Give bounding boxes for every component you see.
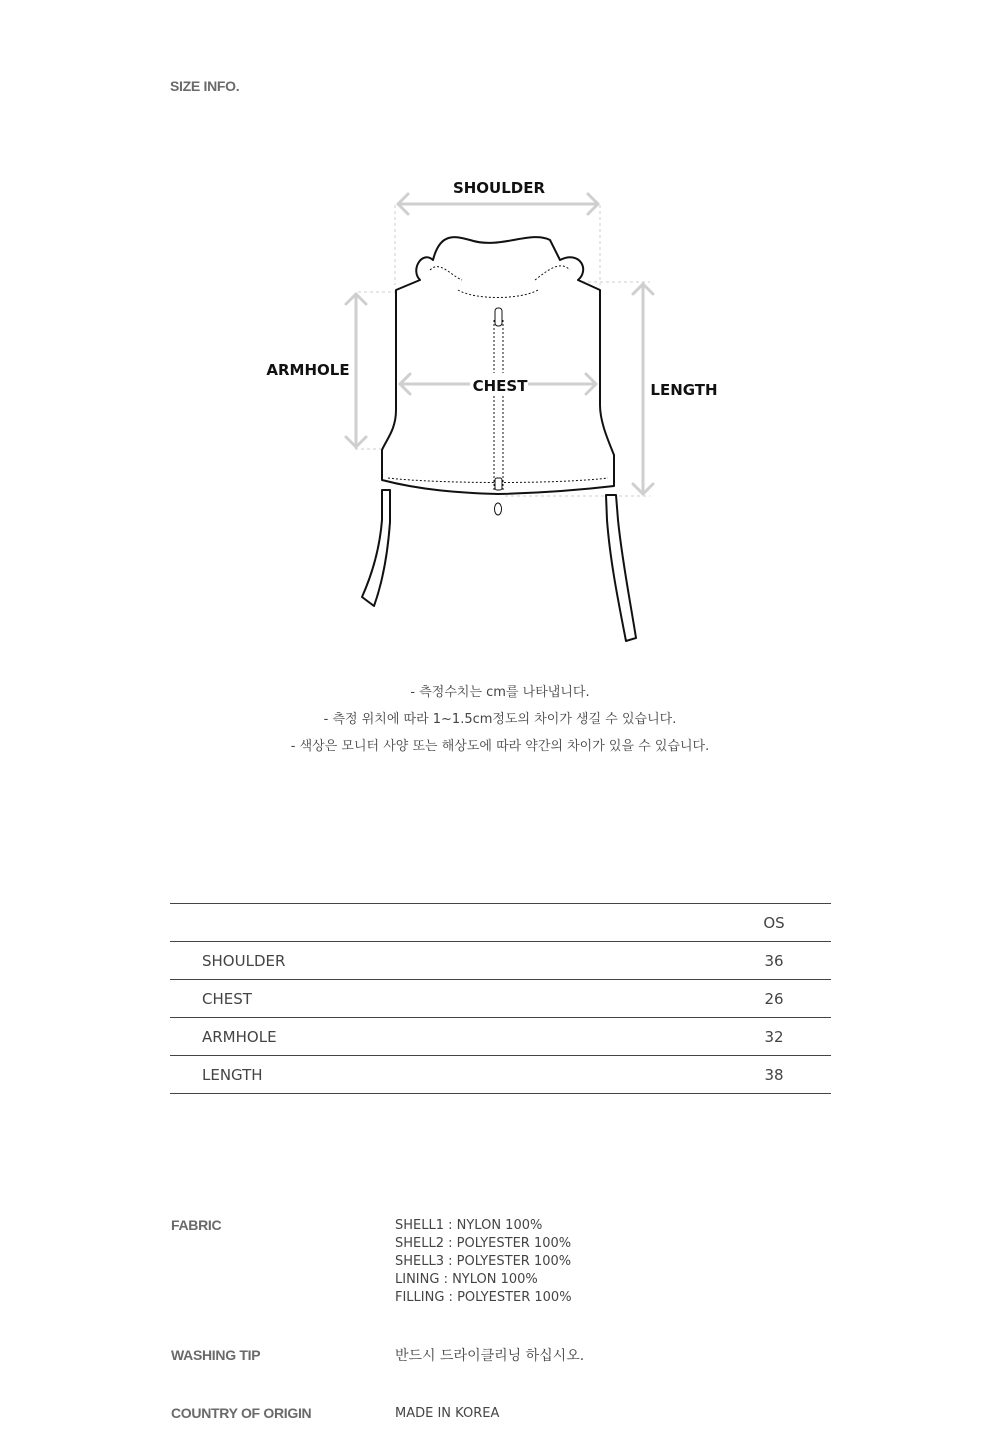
- row-value: 32: [764, 1027, 784, 1046]
- row-value-cell: [754, 1056, 831, 1094]
- chest-label: CHEST: [472, 377, 528, 395]
- origin-value: MADE IN KOREA: [395, 1406, 500, 1421]
- header-label-cell: [170, 904, 754, 942]
- table-row: [170, 980, 831, 1018]
- fabric-line: FILLING : POLYESTER 100%: [395, 1290, 572, 1305]
- header-size-text: OS: [763, 913, 785, 932]
- row-value-cell: [754, 1018, 831, 1056]
- table-header-row: [170, 904, 831, 942]
- shoulder-label: SHOULDER: [452, 179, 546, 197]
- row-label: CHEST: [170, 980, 754, 1018]
- row-label: SHOULDER: [170, 942, 754, 980]
- washing-value: 반드시 드라이클리닝 하십시오.: [395, 1348, 585, 1364]
- row-label: LENGTH: [170, 1056, 754, 1094]
- table-row: [170, 942, 831, 980]
- note-line: - 색상은 모니터 사양 또는 해상도에 따라 약간의 차이가 있을 수 있습니다.: [290, 739, 710, 754]
- origin-label: COUNTRY OF ORIGIN: [171, 1405, 312, 1421]
- fabric-label: FABRIC: [171, 1217, 222, 1233]
- fabric-composition: [395, 1217, 572, 1307]
- section-title: SIZE INFO.: [170, 78, 240, 94]
- table-row: [170, 1056, 831, 1094]
- row-value: 38: [764, 1065, 784, 1084]
- vest-size-diagram: [0, 160, 1000, 660]
- fabric-line: SHELL3 : POLYESTER 100%: [395, 1254, 572, 1269]
- measurement-notes: [0, 679, 1000, 760]
- note-line: - 측정수치는 cm를 나타냅니다.: [410, 685, 590, 700]
- length-label: LENGTH: [650, 381, 718, 399]
- note-line: - 측정 위치에 따라 1~1.5cm정도의 차이가 생길 수 있습니다.: [323, 712, 677, 727]
- fabric-line: SHELL2 : POLYESTER 100%: [395, 1236, 572, 1251]
- row-value-cell: [754, 980, 831, 1018]
- row-value: 26: [764, 989, 784, 1008]
- row-label: ARMHOLE: [170, 1018, 754, 1056]
- header-size-cell: [754, 904, 831, 942]
- vest-outline: [362, 237, 636, 641]
- fabric-line: SHELL1 : NYLON 100%: [395, 1218, 543, 1233]
- fabric-line: LINING : NYLON 100%: [395, 1272, 538, 1287]
- row-value-cell: [754, 942, 831, 980]
- table-row: [170, 1018, 831, 1056]
- washing-label: WASHING TIP: [171, 1347, 261, 1363]
- row-value: 36: [764, 951, 784, 970]
- armhole-label: ARMHOLE: [266, 361, 350, 379]
- size-table: [170, 903, 831, 1094]
